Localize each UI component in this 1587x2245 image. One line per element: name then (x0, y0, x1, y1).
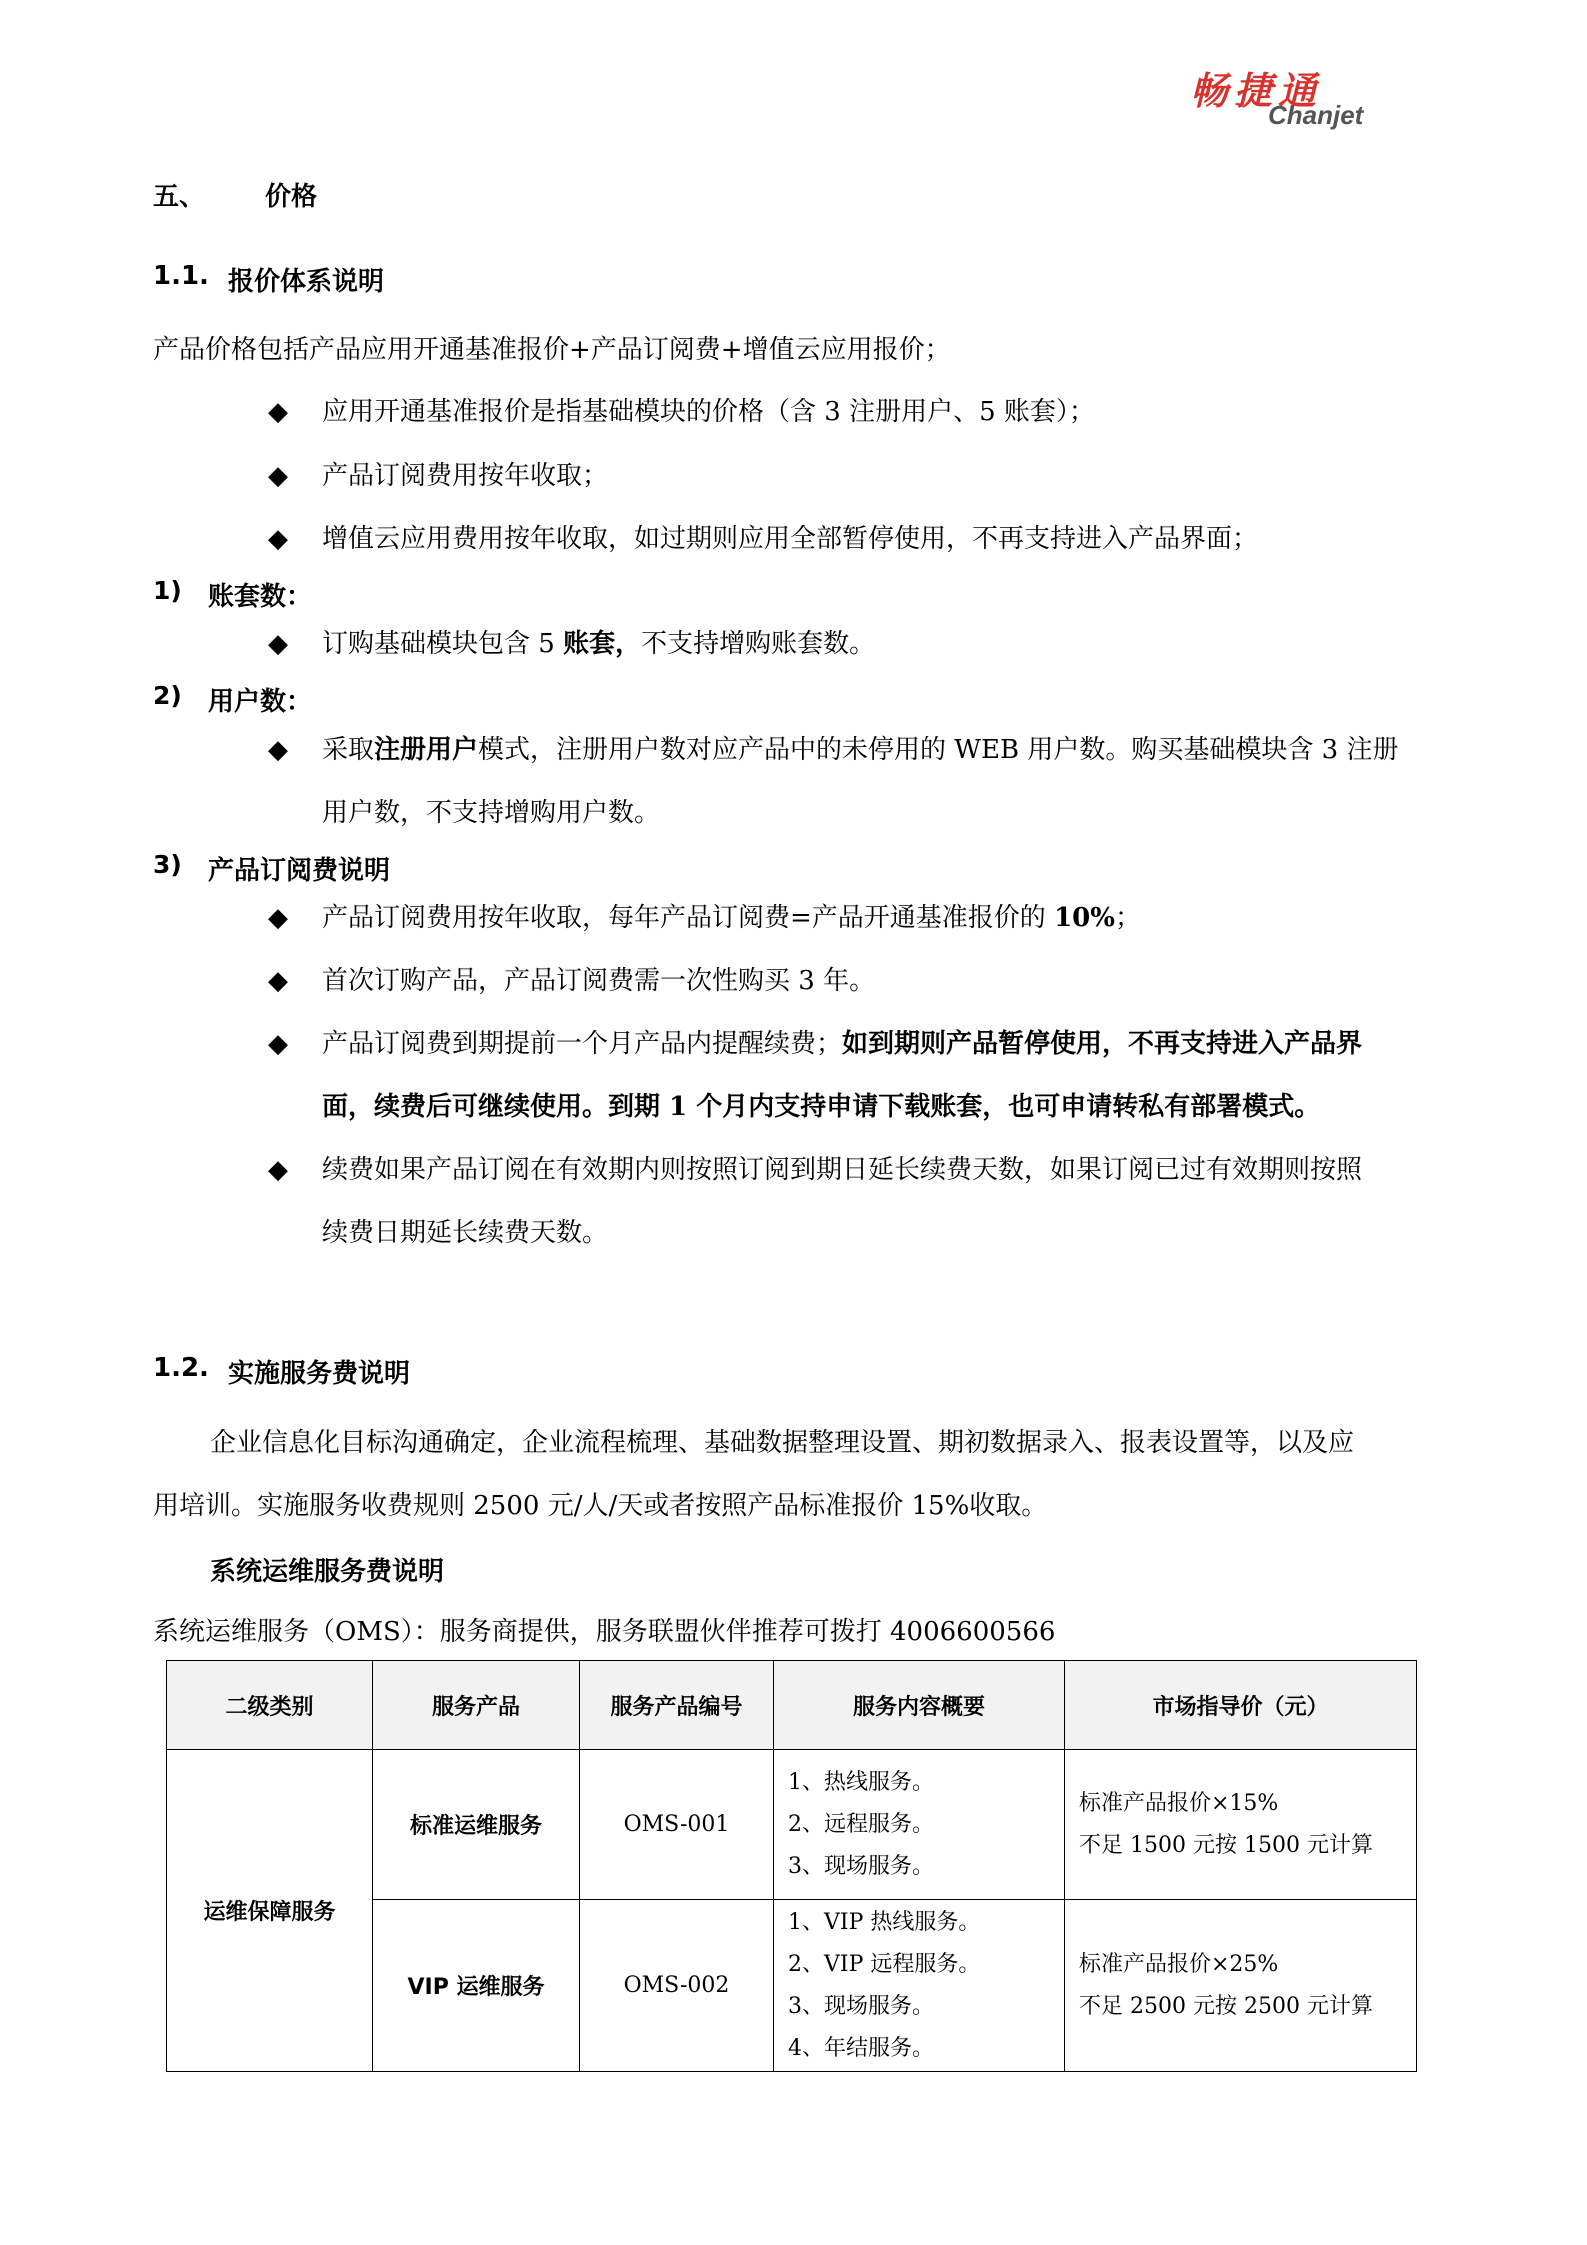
item-2-number: 2) (153, 681, 182, 710)
bullet-icon: ◆ (268, 461, 288, 491)
content-line: 1、热线服务。 (788, 1769, 934, 1795)
subscription-b1-pre: 产品订阅费用按年收取，每年产品订阅费=产品开通基准报价的 (322, 903, 1055, 933)
product-cell: 标准运维服务 (373, 1750, 580, 1900)
item-1-number: 1) (153, 576, 182, 605)
subscription-bullet-3-line2: 面，续费后可继续使用。到期 1 个月内支持申请下载账套，也可申请转私有部署模式。 (322, 1092, 1321, 1122)
table-header-cell: 服务内容概要 (774, 1661, 1065, 1750)
price-cell (1065, 1750, 1417, 1900)
users-text-bold: 注册用户 (374, 735, 479, 765)
implementation-para-line2: 用培训。实施服务收费规则 2500 元/人/天或者按照产品标准报价 15%收取。 (153, 1491, 1048, 1521)
price-cell (1065, 1900, 1417, 2072)
item-2-title: 用户数： (208, 687, 313, 717)
bullet-icon: ◆ (268, 1029, 288, 1059)
accounts-text-post: 不支持增购账套数。 (641, 629, 876, 659)
content-line: 3、现场服务。 (788, 1993, 934, 2019)
pricing-bullet-1: 应用开通基准报价是指基础模块的价格（含 3 注册用户、5 账套）； (322, 397, 1095, 427)
bullet-icon: ◆ (268, 524, 288, 554)
table-header-cell: 服务产品 (373, 1661, 580, 1750)
pricing-intro: 产品价格包括产品应用开通基准报价+产品订阅费+增值云应用报价； (153, 335, 951, 365)
subscription-b3-pre: 产品订阅费到期提前一个月产品内提醒续费； (322, 1029, 843, 1059)
pricing-bullet-3: 增值云应用费用按年收取，如过期则应用全部暂停使用，不再支持进入产品界面； (322, 524, 1259, 554)
content-line: 1、VIP 热线服务。 (788, 1909, 981, 1935)
section-title: 价格 (265, 182, 318, 212)
table-header-row (167, 1661, 1417, 1750)
price-line: 不足 1500 元按 1500 元计算 (1079, 1832, 1373, 1858)
subscription-bullet-3-line1 (322, 1026, 1362, 1062)
bullet-icon: ◆ (268, 1155, 288, 1185)
subsection-1-2-title: 实施服务费说明 (228, 1359, 411, 1389)
bullet-icon: ◆ (268, 903, 288, 933)
table-header-cell: 市场指导价（元） (1065, 1661, 1417, 1750)
price-line: 标准产品报价×25% (1079, 1951, 1279, 1977)
item-1-title: 账套数： (208, 582, 313, 612)
item-3-title: 产品订阅费说明 (208, 856, 391, 886)
content-cell (774, 1750, 1065, 1900)
oms-service-table (166, 1660, 1417, 2072)
content-cell (774, 1900, 1065, 2072)
table-header-cell: 服务产品编号 (580, 1661, 774, 1750)
chanjet-logo (1190, 60, 1410, 130)
bullet-icon: ◆ (268, 735, 288, 765)
bullet-icon: ◆ (268, 966, 288, 996)
code-cell: OMS-002 (580, 1900, 774, 2072)
oms-description: 系统运维服务（OMS）：服务商提供，服务联盟伙伴推荐可拨打 4006600566 (153, 1617, 1056, 1647)
users-bullet-line2: 用户数，不支持增购用户数。 (322, 798, 661, 828)
implementation-para-line1: 企业信息化目标沟通确定，企业流程梳理、基础数据整理设置、期初数据录入、报表设置等，以及应 (210, 1428, 1355, 1458)
accounts-bullet (322, 626, 875, 662)
content-line: 3、现场服务。 (788, 1853, 934, 1879)
content-line: 2、远程服务。 (788, 1811, 934, 1837)
users-bullet-line1 (322, 732, 1398, 768)
accounts-text-pre: 订购基础模块包含 5 (322, 629, 564, 659)
bullet-icon: ◆ (268, 397, 288, 427)
item-3-number: 3) (153, 850, 182, 879)
table-row (167, 1750, 1417, 1900)
subscription-b1-post: ； (1114, 903, 1141, 933)
code-cell: OMS-001 (580, 1750, 774, 1900)
product-cell: VIP 运维服务 (373, 1900, 580, 2072)
content-line: 2、VIP 远程服务。 (788, 1951, 981, 1977)
subscription-bullet-4-line1: 续费如果产品订阅在有效期内则按照订阅到期日延长续费天数，如果订阅已过有效期则按照 (322, 1155, 1363, 1185)
subscription-bullet-4-line2: 续费日期延长续费天数。 (322, 1218, 609, 1248)
subsection-1-1-title: 报价体系说明 (228, 267, 385, 297)
subscription-b1-bold: 10% (1054, 903, 1115, 933)
category-cell: 运维保障服务 (167, 1750, 373, 2072)
pricing-bullet-2: 产品订阅费用按年收取； (322, 461, 609, 491)
subscription-bullet-2: 首次订购产品，产品订阅费需一次性购买 3 年。 (322, 966, 876, 996)
accounts-text-bold: 账套， (563, 629, 642, 659)
oms-title: 系统运维服务费说明 (210, 1557, 445, 1587)
subscription-b3-bold1: 如到期则产品暂停使用，不再支持进入产品界 (842, 1029, 1363, 1059)
section-number: 五、 (153, 182, 206, 212)
bullet-icon: ◆ (268, 629, 288, 659)
subscription-bullet-1 (322, 900, 1141, 936)
subsection-1-2-number: 1.2. (153, 1353, 209, 1383)
users-text-pre: 采取 (322, 735, 375, 765)
price-line: 标准产品报价×15% (1079, 1790, 1279, 1816)
price-line: 不足 2500 元按 2500 元计算 (1079, 1993, 1373, 2019)
logo-english-text: Chanjet (1268, 100, 1364, 130)
logo-chinese-text: 畅捷通 (1190, 69, 1323, 113)
subsection-1-1-number: 1.1. (153, 261, 209, 291)
content-line: 4、年结服务。 (788, 2035, 934, 2061)
table-header-cell: 二级类别 (167, 1661, 373, 1750)
users-text-post: 模式，注册用户数对应产品中的未停用的 WEB 用户数。购买基础模块含 3 注册 (478, 735, 1399, 765)
